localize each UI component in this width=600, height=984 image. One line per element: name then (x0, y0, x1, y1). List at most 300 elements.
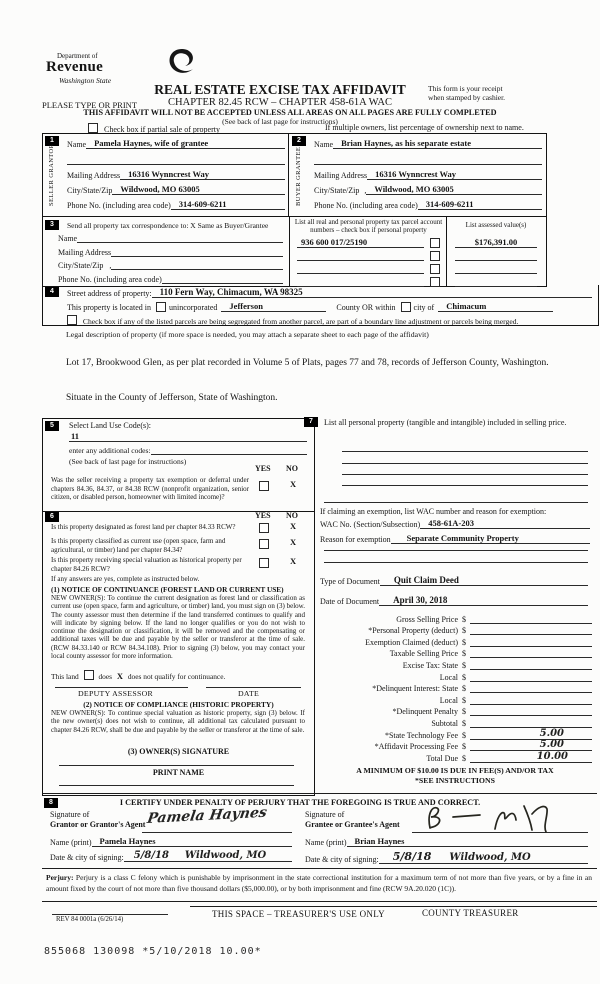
rev-rule (52, 913, 168, 915)
additional-codes-field[interactable] (151, 445, 307, 455)
print-name-label: PRINT NAME (152, 768, 205, 777)
dollar-sign: $ (462, 695, 466, 705)
dollar-sign: $ (462, 730, 466, 740)
fee-row (330, 751, 592, 763)
section6-q2-yes-checkbox[interactable] (259, 539, 269, 549)
personal-property-line-1[interactable] (342, 450, 588, 452)
dollar-sign: $ (462, 718, 466, 728)
land-use-code-field[interactable] (69, 431, 307, 442)
land-use-box (42, 418, 315, 512)
section4-number: 4 (45, 287, 59, 297)
grantee-agent-label: Grantee or Grantee's Agent (305, 820, 400, 829)
dollar-sign: $ (462, 660, 466, 670)
perjury-label: Perjury: (46, 873, 74, 882)
does-not-x-mark: X (116, 671, 123, 681)
fee-value-9 (564, 716, 592, 727)
print-name-line[interactable] (59, 784, 294, 786)
fee-value-1 (564, 623, 592, 634)
county-or-label: County OR within (336, 303, 396, 312)
rev-number: REV 84 0001a (6/26/14) (56, 916, 124, 923)
forest-land-box (42, 510, 315, 796)
buyer-phone-value: 314-609-6211 (425, 199, 474, 209)
certify-statement: I CERTIFY UNDER PENALTY OF PERJURY THAT THE FOREGOING IS TRUE AND CORRECT. (119, 798, 481, 807)
fee-row (330, 624, 592, 636)
street-address-value: 110 Fern Way, Chimacum, WA 98325 (159, 287, 303, 297)
wac-value: 458-61A-203 (428, 518, 475, 528)
corr-phone-label: Phone No. (including area code) (58, 275, 162, 284)
city-of-label: city of (413, 303, 435, 312)
personal-property-line-5[interactable] (324, 501, 588, 503)
buyer-name-label: Name (314, 140, 334, 149)
section5-no-answer: X (290, 479, 297, 489)
buyer-side-label-1: BUYER (295, 181, 302, 206)
parcel-personal-checkbox-1[interactable] (430, 238, 440, 248)
section5-yes-header: YES (255, 464, 271, 473)
multiple-owners-note: If multiple owners, list percentage of ownership next to name. (325, 123, 524, 132)
land-use-code-value: 11 (71, 431, 80, 441)
seller-name-label: Name (67, 140, 87, 149)
fee-row (330, 635, 592, 647)
fee-label-0: Gross Selling Price (396, 614, 458, 624)
buyer-name-field[interactable] (333, 138, 542, 149)
corr-phone-field[interactable] (162, 274, 283, 284)
seller-mailing-label: Mailing Address (67, 171, 121, 180)
deputy-assessor-line[interactable] (55, 686, 188, 688)
dollar-sign: $ (462, 742, 466, 752)
agency-line2: Revenue (46, 59, 104, 75)
grantee-name-row (305, 836, 588, 847)
fee-value-12: 10.00 (536, 750, 568, 762)
buyer-phone-field[interactable] (418, 199, 542, 210)
section5-yes-checkbox[interactable] (259, 481, 269, 491)
section1-number: 1 (45, 136, 59, 146)
buyer-city-row (314, 184, 542, 195)
grantee-name-print-label: Name (print) (305, 838, 347, 847)
fee-label-1: *Personal Property (deduct) (368, 626, 458, 636)
segregated-checkbox[interactable] (67, 315, 77, 325)
fee-value-8 (564, 704, 592, 715)
please-type-note: PLEASE TYPE OR PRINT (42, 100, 138, 110)
legal-description-text: Lot 17, Brookwood Glen, as per plat recorded in Volume 5 of Plats, pages 77 and 78, records of Jefferson County, Washington. (66, 358, 549, 368)
assessed-field-3[interactable] (455, 264, 537, 274)
see-back-note: (See back of last page for instructions) (222, 117, 338, 126)
seller-side-label-2: GRANTOR (48, 143, 55, 178)
buyer-side-label (294, 146, 303, 206)
corr-mailing-label: Mailing Address (58, 248, 112, 257)
city-field[interactable] (438, 301, 553, 312)
parcel-divider-left (289, 216, 290, 286)
receipt-note (428, 85, 578, 102)
additional-codes-row (69, 445, 307, 455)
seller-name-value: Pamela Haynes, wife of grantee (94, 138, 209, 148)
grantee-signature-of: Signature of (305, 810, 345, 819)
section6-q1: Is this property designated as forest land per chapter 84.33 RCW? (51, 523, 236, 531)
section5-number: 5 (45, 421, 59, 431)
grantor-signature-of: Signature of (50, 810, 90, 819)
seller-name2-field[interactable] (67, 155, 285, 165)
corr-name-row (58, 233, 283, 243)
county-treasurer-label: COUNTY TREASURER (422, 908, 519, 918)
property-box (42, 285, 599, 326)
fee-row (330, 693, 592, 705)
perjury-text: Perjury is a class C felony which is punishable by imprisonment in the state correctional institution for a maximum term of not more than five years, or by a fine in an amount fixed by the court of not more than five thousand dollars ($5,000.00), or by both imprisonment and fine (RCW 9A.20.020 (1C)). (46, 873, 592, 893)
located-pre-label: This property is located in (67, 303, 151, 312)
section8-number: 8 (44, 798, 58, 808)
receipt-note-line2: when stamped by cashier. (428, 92, 506, 102)
fee-field-6[interactable] (470, 681, 592, 693)
unincorporated-checkbox[interactable] (156, 302, 166, 312)
agency-line3: Washington State (59, 76, 112, 85)
seller-mailing-value: 16316 Wynncrest Way (128, 169, 210, 179)
footer-rule (190, 906, 597, 907)
corr-city-row (58, 260, 283, 270)
doc-date-row (320, 595, 588, 606)
revenue-logo-icon (166, 47, 198, 79)
grantor-date-value: 5/8/18 (133, 850, 169, 861)
deputy-date-line[interactable] (206, 686, 301, 688)
seller-city-value: Wildwood, MO 63005 (120, 184, 200, 194)
fee-label-9: Subtotal (431, 718, 458, 728)
seller-buyer-divider (288, 134, 289, 216)
parcel-value-1: 936 600 017/25190 (301, 237, 368, 247)
city-checkbox[interactable] (401, 302, 411, 312)
seller-name2-row (67, 155, 285, 165)
fee-field-4[interactable] (470, 658, 592, 670)
does-label: does (98, 672, 112, 681)
segregated-row (67, 315, 592, 326)
fee-field-7[interactable] (470, 693, 592, 705)
grantor-signature: Pamela Haynes (146, 804, 269, 827)
grantee-name-value: Brian Haynes (354, 836, 405, 846)
doc-type-field[interactable] (380, 575, 588, 586)
fee-label-3: Taxable Selling Price (389, 649, 458, 659)
land-use-code-row (69, 431, 307, 442)
corr-name-field[interactable] (77, 233, 283, 243)
parcel-personal-checkbox-2[interactable] (430, 251, 440, 261)
buyer-phone-label: Phone No. (including area code) (314, 201, 418, 210)
partial-sale-label: Check box if partial sale of property (104, 125, 220, 134)
seller-mailing-field[interactable] (120, 169, 285, 180)
exemption-intro: If claiming an exemption, list WAC number and reason for exemption: (320, 507, 547, 516)
this-land-label: This land (51, 672, 79, 681)
grantor-city-value: Wildwood, MO (184, 850, 267, 861)
fee-label-10: *State Technology Fee (384, 730, 458, 740)
section6-no-header: NO (286, 511, 298, 520)
parcel-field-2[interactable] (297, 251, 424, 261)
buyer-mailing-field[interactable] (367, 169, 542, 180)
fees-block (330, 612, 592, 763)
personal-property-line-3[interactable] (342, 473, 588, 475)
fee-field-10[interactable] (470, 728, 592, 740)
buyer-phone-row (314, 199, 542, 210)
seller-city-field[interactable] (112, 184, 285, 195)
dollar-sign: $ (462, 649, 466, 659)
assessed-row-1 (455, 237, 537, 248)
doc-type-row (320, 575, 588, 586)
grantor-date-field[interactable] (124, 850, 292, 862)
fee-row (330, 682, 592, 694)
grantee-date-city-label: Date & city of signing: (305, 855, 379, 864)
fee-row (330, 705, 592, 717)
see-instructions-note: *SEE INSTRUCTIONS (415, 776, 495, 785)
fee-value-0 (564, 612, 592, 623)
section5-no-header: NO (286, 464, 298, 473)
perjury-top-rule (42, 868, 597, 869)
buyer-name-row (314, 138, 542, 149)
if-any-answers-note: If any answers are yes, complete as instructed below. (51, 575, 200, 583)
fee-label-12: Total Due (426, 753, 458, 763)
section6-q2-no-answer: X (290, 537, 297, 547)
fee-label-2: Exemption Claimed (deduct) (365, 637, 458, 647)
section6-q1-yes-checkbox[interactable] (259, 523, 269, 533)
notice1-title: (1) NOTICE OF CONTINUANCE (FOREST LAND OR CURRENT USE) (51, 585, 284, 594)
buyer-name-value: Brian Haynes, as his separate estate (341, 138, 471, 148)
fee-label-6: *Delinquent Interest: State (372, 684, 458, 694)
fee-value-7 (564, 693, 592, 704)
doc-date-value: April 30, 2018 (393, 595, 448, 605)
buyer-name2-field[interactable] (314, 155, 542, 165)
perjury-paragraph (46, 873, 592, 894)
seller-phone-field[interactable] (171, 199, 285, 210)
notice1-text: NEW OWNER(S): To continue the current designation as forest land or classification as current use (open space, farm and agriculture, or timber) land, you must sign on (3) below. The county assessor must then determine if the land transferred continues to qualify and will indicate by signing below. If the land no longer qualifies or you do not wish to continue the designation or classification, it will be removed and the compensating or additional taxes will be due and payable by the seller or transferor at the time of sale. (RCW 84.33.140 or RCW 84.34.108). Prior to signing (3) below, you may contact your local county assessor for more information. (51, 594, 305, 661)
personal-property-line-4[interactable] (342, 484, 588, 486)
doc-date-field[interactable] (379, 595, 588, 606)
fee-field-3[interactable] (470, 646, 592, 658)
street-address-field[interactable] (152, 287, 592, 298)
grantor-date-row (50, 850, 292, 862)
personal-property-line-2[interactable] (342, 462, 588, 464)
fee-value-3 (564, 646, 592, 657)
fee-value-5 (564, 670, 592, 681)
corr-mailing-field[interactable] (111, 247, 283, 257)
grantee-city-value: Wildwood, MO (449, 852, 531, 863)
owners-signature-label: (3) OWNER(S) SIGNATURE (127, 747, 230, 756)
dollar-sign: $ (462, 614, 466, 624)
fee-row (330, 658, 592, 670)
buyer-mailing-label: Mailing Address (314, 171, 368, 180)
dollar-sign: $ (462, 753, 466, 763)
section6-q2: Is this property classified as current use (open space, farm and agricultural, or timber) land per chapter 84.34? (51, 537, 226, 554)
reason-row (320, 533, 590, 544)
corr-city-field[interactable] (111, 260, 283, 270)
owners-signature-line[interactable] (59, 764, 294, 766)
buyer-side-label-2: GRANTEE (295, 146, 302, 180)
agency-line1: Department of (57, 52, 98, 60)
corr-city-comma: , (109, 261, 112, 270)
fee-label-5: Local (439, 672, 458, 682)
reason-extra-line-2[interactable] (324, 561, 588, 563)
reason-label: Reason for exemption (320, 535, 391, 544)
located-row (67, 301, 587, 312)
row-divider (43, 216, 546, 217)
fee-label-11: *Affidavit Processing Fee (374, 742, 458, 752)
dollar-sign: $ (462, 626, 466, 636)
assessed-field-2[interactable] (455, 251, 537, 261)
section6-yes-header: YES (255, 511, 271, 520)
fee-row (330, 740, 592, 752)
cashier-stamp: 855068 130098 *5/10/2018 10.00* (44, 946, 262, 957)
dor-wordmark (46, 52, 111, 85)
section5-see-back: (See back of last page for instructions) (69, 457, 187, 466)
fee-value-2 (564, 635, 592, 646)
doc-date-label: Date of Document (320, 597, 380, 606)
grantee-date-value: 5/8/18 (392, 850, 432, 863)
buyer-city-value: Wildwood, MO 63005 (374, 184, 454, 194)
section8-top-rule (42, 793, 597, 794)
fee-row (330, 716, 592, 728)
doc-type-value: Quit Claim Deed (393, 575, 459, 585)
fee-value-6 (564, 681, 592, 692)
send-correspondence-label: Send all property tax correspondence to: X Same as Buyer/Grantee (67, 221, 269, 230)
grantee-date-row (305, 850, 588, 864)
dollar-sign: $ (462, 707, 466, 717)
buyer-city-field[interactable] (366, 184, 542, 195)
parcel-header: List all real and personal property tax parcel account numbers – check box if personal property (294, 218, 443, 234)
perjury-bottom-rule (42, 901, 597, 902)
parties-box (42, 133, 547, 287)
dollar-sign: $ (462, 637, 466, 647)
partial-sale-checkbox[interactable] (88, 123, 98, 133)
parcel-field-1[interactable] (297, 237, 424, 248)
fee-row (330, 647, 592, 659)
street-address-row (67, 287, 592, 298)
form-subtitle: CHAPTER 82.45 RCW – CHAPTER 458-61A WAC (168, 97, 392, 108)
grantor-agent-label: Grantor or Grantor's Agent (50, 820, 146, 829)
fee-field-0[interactable] (470, 612, 592, 624)
grantor-signature-line[interactable] (142, 831, 292, 833)
fee-row (330, 612, 592, 624)
grantee-name-field[interactable] (347, 836, 588, 847)
section3-number: 3 (45, 220, 59, 230)
fee-row (330, 670, 592, 682)
reason-value: Separate Community Property (406, 533, 519, 543)
grantor-name-value: Pamela Haynes (99, 836, 156, 846)
fee-value-11: 5.00 (539, 739, 564, 751)
buyer-mailing-row (314, 169, 542, 180)
personal-property-title: List all personal property (tangible and intangible) included in selling price. (324, 418, 567, 427)
section5-question: Was the seller receiving a property tax exemption or deferral under chapters 84.36, 84.37, or 84.38 RCW (nonprofit organization, senior citizen, or disabled person, homeowner with limited income)? (51, 476, 249, 502)
assessed-field-1[interactable] (455, 237, 537, 248)
seller-side-label (47, 143, 56, 206)
deputy-assessor-label: DEPUTY ASSESSOR (78, 689, 154, 698)
land-use-title: Select Land Use Code(s): (69, 421, 151, 430)
seller-name-field[interactable] (86, 138, 285, 149)
legal-description-situate: Situate in the County of Jefferson, State of Washington. (66, 393, 278, 403)
section6-q3-no-answer: X (290, 556, 297, 566)
seller-name-row (67, 138, 285, 149)
seller-side-label-1: SELLER (48, 179, 55, 206)
additional-codes-label: enter any additional codes: (69, 446, 151, 455)
seller-phone-row (67, 199, 285, 210)
parcel-divider-right (446, 216, 447, 286)
parcel-personal-checkbox-3[interactable] (430, 264, 440, 274)
does-checkbox[interactable] (84, 670, 94, 680)
seller-mailing-row (67, 169, 285, 180)
reason-field[interactable] (391, 533, 590, 544)
fee-label-4: Excise Tax: State (402, 660, 458, 670)
parcel-row-3 (297, 264, 440, 274)
receipt-note-line1: This form is your receipt (428, 84, 503, 93)
corr-city-label: City/State/Zip (58, 261, 104, 270)
buyer-city-comma: , (364, 186, 367, 195)
corr-name-label: Name (58, 234, 78, 243)
parcel-field-3[interactable] (297, 264, 424, 274)
corr-phone-row (58, 274, 283, 284)
dollar-sign: $ (462, 672, 466, 682)
fee-value-10: 5.00 (539, 727, 564, 739)
wac-row (320, 518, 590, 529)
grantor-name-field[interactable] (92, 836, 292, 847)
grantor-name-print-label: Name (print) (50, 838, 92, 847)
wac-field[interactable] (420, 518, 590, 529)
fee-label-8: *Delinquent Penalty (392, 707, 458, 717)
reason-extra-line-1[interactable] (324, 549, 588, 551)
segregated-label: Check box if any of the listed parcels are being segregated from another parcel, are part of a boundary line adjustment or parcels being merged. (82, 317, 519, 326)
unincorporated-label: unincorporated (168, 303, 218, 312)
fee-field-1[interactable] (470, 623, 592, 635)
grantor-name-row (50, 836, 292, 847)
buyer-name2-row (314, 155, 542, 165)
county-value: Jefferson (229, 301, 263, 311)
grantee-date-field[interactable] (379, 850, 588, 864)
notice2-title: (2) NOTICE OF COMPLIANCE (HISTORIC PROPERTY) (83, 700, 274, 709)
fee-row (330, 728, 592, 740)
fee-value-4 (564, 658, 592, 669)
corr-mailing-row (58, 247, 283, 257)
warning-line: THIS AFFIDAVIT WILL NOT BE ACCEPTED UNLESS ALL AREAS ON ALL PAGES ARE FULLY COMPLETED (83, 108, 497, 117)
fee-field-11[interactable] (470, 739, 592, 751)
section6-q1-no-answer: X (290, 521, 297, 531)
assessed-row-2 (455, 251, 537, 261)
grantor-date-city-label: Date & city of signing: (50, 853, 124, 862)
street-address-label: Street address of property: (67, 289, 152, 298)
assessed-value-1: $176,391.00 (474, 237, 518, 247)
legal-description-label: Legal description of property (if more space is needed, you may attach a separate sheet to each page of the affidavit) (66, 330, 429, 339)
notice2-text: NEW OWNER(S): To continue special valuation as historic property, sign (3) below. If the new owner(s) does not wish to continue, all additional tax calculated pursuant to chapter 84.26 RCW, shall be due and payable by the seller or transferor at the time of sale. (51, 709, 305, 734)
seller-phone-value: 314-609-6211 (178, 199, 227, 209)
minimum-fee-note: A MINIMUM OF $10.00 IS DUE IN FEE(S) AND/OR TAX (356, 766, 554, 775)
deputy-date-label: DATE (238, 689, 260, 698)
does-not-label: does not qualify for continuance. (127, 672, 226, 681)
section2-number: 2 (292, 136, 306, 146)
seller-city-label: City/State/Zip (67, 186, 113, 195)
dollar-sign: $ (462, 684, 466, 694)
section7-number: 7 (304, 417, 318, 427)
fee-field-2[interactable] (470, 635, 592, 647)
treasurer-space-label: THIS SPACE – TREASURER'S USE ONLY (212, 909, 385, 919)
seller-city-row (67, 184, 285, 195)
section6-number: 6 (45, 512, 59, 522)
fee-field-12[interactable] (470, 751, 592, 763)
county-field[interactable] (221, 301, 326, 312)
buyer-mailing-value: 16316 Wynncrest Way (375, 169, 457, 179)
this-land-row (51, 670, 225, 681)
fee-field-5[interactable] (470, 670, 592, 682)
form-title: REAL ESTATE EXCISE TAX AFFIDAVIT (154, 82, 406, 97)
fee-label-7: Local (439, 695, 458, 705)
assessed-row-3 (455, 264, 537, 274)
wac-label: WAC No. (Section/Subsection) (320, 520, 421, 529)
fee-field-9[interactable] (470, 716, 592, 728)
section6-q3-yes-checkbox[interactable] (259, 558, 269, 568)
doc-type-label: Type of Document (320, 577, 380, 586)
fee-field-8[interactable] (470, 704, 592, 716)
parcel-row-2 (297, 251, 440, 261)
parcel-row-1 (297, 237, 440, 248)
buyer-city-label: City/State/Zip (314, 186, 360, 195)
section6-q3: Is this property receiving special valuation as historical property per chapter 84.26 RCW? (51, 556, 242, 573)
assessed-header: List assessed value(s) (465, 221, 527, 229)
